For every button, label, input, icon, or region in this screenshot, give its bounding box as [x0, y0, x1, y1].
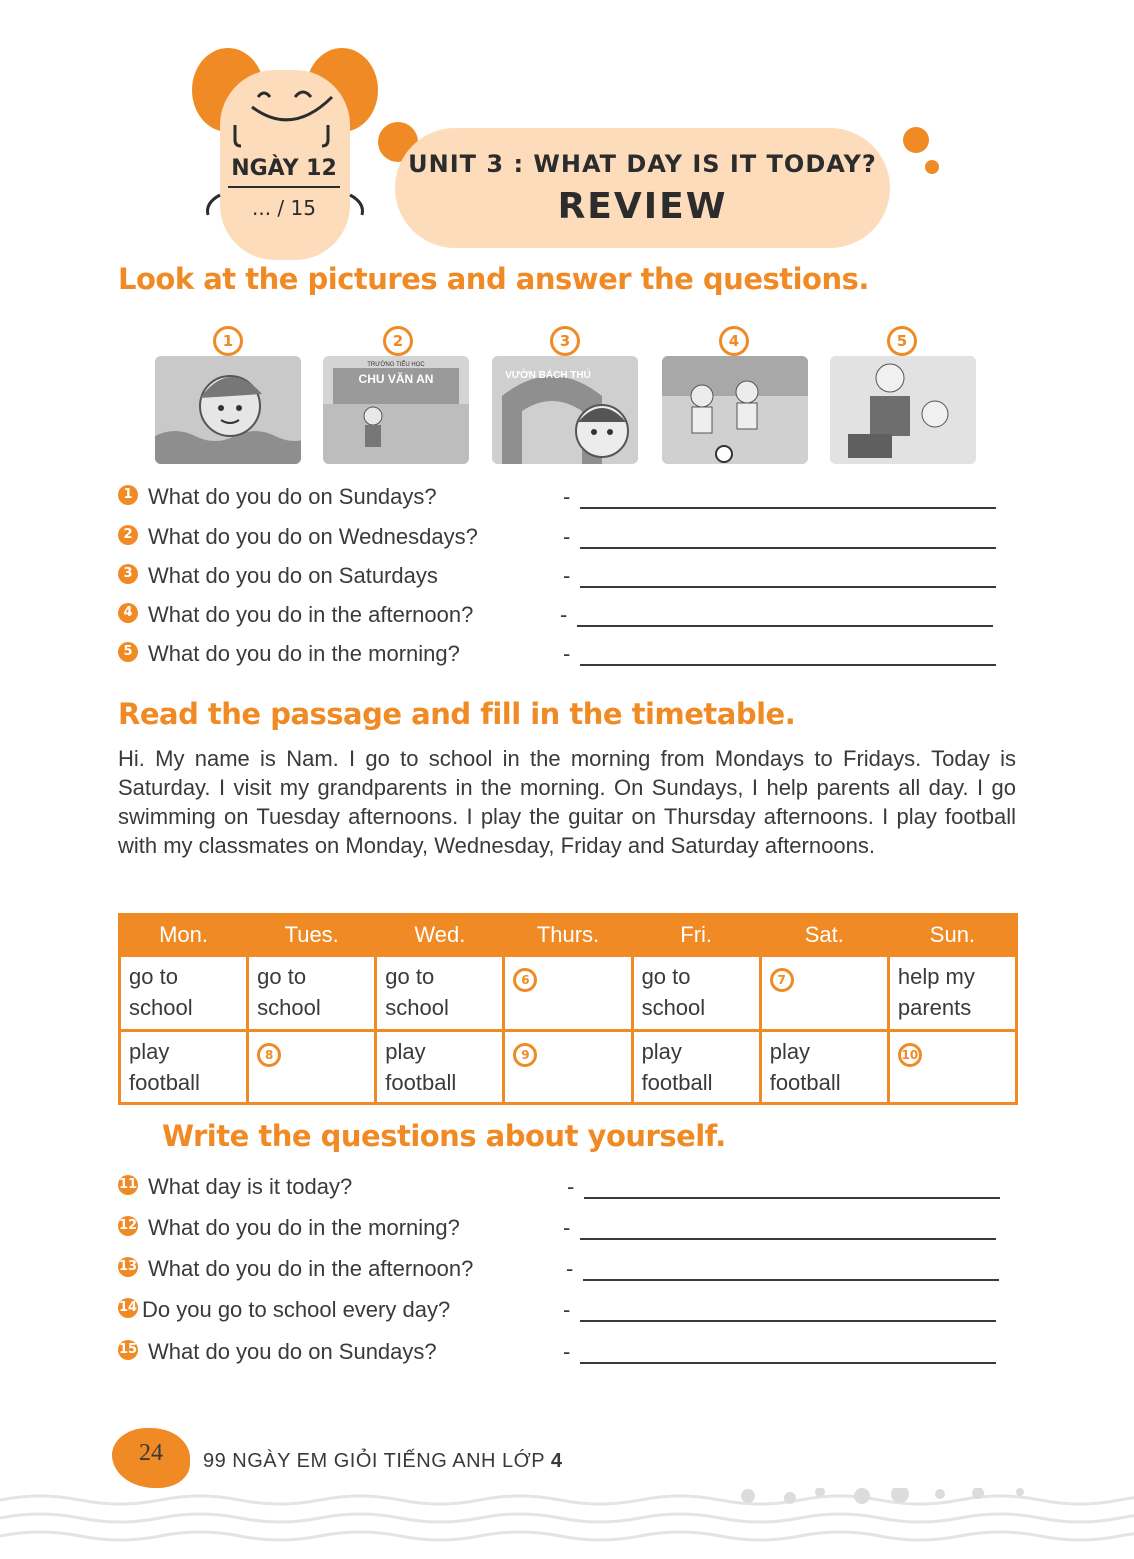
picture-number: 5	[887, 326, 917, 356]
timetable-header: Wed.	[376, 915, 504, 956]
timetable-cell	[376, 956, 504, 1031]
book-title-prefix: 99 NGÀY EM GIỎI TIẾNG ANH LỚP	[203, 1450, 545, 1472]
section1-heading: Look at the pictures and answer the questions.	[118, 262, 869, 296]
timetable-blank-cell[interactable]	[760, 956, 888, 1031]
blank-number: 6	[513, 968, 537, 992]
answer-dash: -	[563, 484, 571, 509]
timetable-header: Mon.	[120, 915, 248, 956]
cell-line: parents	[897, 995, 972, 1020]
answer-dash: -	[560, 602, 568, 627]
cell-line: play	[385, 1039, 426, 1064]
cell-line: school	[129, 995, 193, 1020]
question-text: What do you do in the morning?	[148, 641, 460, 666]
cell-line: play	[641, 1039, 682, 1064]
day-label: NGÀY 12	[231, 156, 337, 181]
question-number: 1	[118, 485, 138, 505]
question-text: What do you do on Saturdays	[148, 563, 438, 588]
cell-line: football	[641, 1070, 713, 1095]
cell-line: help my	[897, 964, 975, 989]
cell-line: go to	[129, 964, 178, 989]
school-sign-large: CHU VĂN AN	[358, 372, 434, 386]
score-label: ... / 15	[252, 196, 316, 220]
blank-number: 9	[513, 1043, 537, 1067]
timetable-cell	[632, 1031, 760, 1104]
decorative-dot-icon	[903, 127, 929, 153]
answer-line[interactable]	[577, 625, 993, 627]
question-number: 3	[118, 564, 138, 584]
picture-number: 3	[550, 326, 580, 356]
answer-line[interactable]	[580, 1362, 996, 1364]
picture-zoo	[492, 356, 638, 464]
blank-number: 10	[898, 1043, 922, 1067]
cell-line: school	[257, 995, 321, 1020]
picture-number: 1	[213, 326, 243, 356]
reading-passage: Hi. My name is Nam. I go to school in the morning from Mondays to Fridays. Today is Saturday. I visit my grandparents in the morning. On Sundays, I help parents all day. I go swimming on Tuesday afternoons. I play the guitar on Thursday afternoons. I play football with my classmates on Monday, Wednesday, Friday and Saturday afternoons.	[118, 746, 1016, 858]
question-number: 2	[118, 525, 138, 545]
picture-football	[662, 356, 808, 464]
answer-line[interactable]	[583, 1279, 999, 1281]
school-sign-small: TRƯỜNG TIỂU HỌC	[367, 362, 425, 368]
timetable-cell	[376, 1031, 504, 1104]
timetable-blank-cell[interactable]	[504, 956, 632, 1031]
answer-dash: -	[566, 1256, 574, 1281]
cell-line: school	[385, 995, 449, 1020]
answer-line[interactable]	[580, 586, 996, 588]
question-text: What do you do in the morning?	[148, 1215, 460, 1240]
answer-line[interactable]	[584, 1197, 1000, 1199]
picture-school	[323, 356, 469, 464]
answer-line[interactable]	[580, 1238, 996, 1240]
timetable-cell	[120, 1031, 248, 1104]
answer-line[interactable]	[580, 507, 996, 509]
cell-line: go to	[257, 964, 307, 989]
question-number: 4	[118, 603, 138, 623]
decorative-dot-icon	[925, 160, 939, 174]
cell-line: go to	[641, 964, 691, 989]
cell-line: play	[769, 1039, 811, 1064]
zoo-sign: VƯỜN BÁCH THÚ	[505, 370, 591, 381]
cell-line: school	[641, 995, 706, 1020]
timetable	[118, 913, 1018, 1105]
question-number: 5	[118, 642, 138, 662]
page-number: 24	[139, 1440, 163, 1466]
timetable-header: Sat.	[760, 915, 888, 956]
timetable-cell	[760, 1031, 888, 1104]
cell-line: football	[769, 1070, 841, 1095]
picture-number: 4	[719, 326, 749, 356]
question-text: What do you do in the afternoon?	[148, 1256, 474, 1281]
blank-number: 8	[257, 1043, 281, 1067]
timetable-cell	[888, 956, 1016, 1031]
question-text: What do you do on Sundays?	[148, 484, 437, 509]
timetable-header: Fri.	[632, 915, 760, 956]
cell-line: football	[385, 1070, 457, 1095]
question-text: What day is it today?	[148, 1174, 353, 1199]
answer-line[interactable]	[580, 1320, 996, 1322]
question-number: 15	[118, 1340, 138, 1360]
timetable-blank-cell[interactable]	[504, 1031, 632, 1104]
timetable-header: Thurs.	[504, 915, 632, 956]
unit-title: UNIT 3 : WHAT DAY IS IT TODAY?	[408, 150, 877, 178]
answer-dash: -	[563, 641, 571, 666]
question-text: What do you do on Sundays?	[148, 1339, 437, 1364]
section3-heading: Write the questions about yourself.	[162, 1119, 726, 1153]
timetable-blank-cell[interactable]	[888, 1031, 1016, 1104]
day-divider	[228, 186, 340, 188]
timetable-cell	[632, 956, 760, 1031]
timetable-cell	[120, 956, 248, 1031]
answer-dash: -	[563, 1297, 571, 1322]
question-number: 13	[118, 1257, 138, 1277]
answer-dash: -	[567, 1174, 575, 1199]
answer-dash: -	[563, 563, 571, 588]
cell-line: play	[129, 1039, 170, 1064]
timetable-header: Tues.	[248, 915, 376, 956]
answer-dash: -	[563, 1339, 571, 1364]
answer-line[interactable]	[580, 664, 996, 666]
section2-heading: Read the passage and fill in the timetable.	[118, 697, 796, 731]
cell-line: go to	[385, 964, 435, 989]
question-number: 11	[118, 1175, 138, 1195]
answer-dash: -	[563, 524, 571, 549]
timetable-cell	[248, 956, 376, 1031]
question-text: What do you do in the afternoon?	[148, 602, 474, 627]
question-text: Do you go to school every day?	[142, 1297, 451, 1322]
book-title	[203, 1450, 562, 1473]
question-number: 12	[118, 1216, 138, 1236]
decorative-wave-icon	[0, 1488, 1134, 1548]
elephant-mascot-icon	[190, 45, 380, 260]
timetable-header: Sun.	[888, 915, 1016, 956]
question-text: What do you do on Wednesdays?	[148, 524, 478, 549]
answer-dash: -	[563, 1215, 571, 1240]
answer-line[interactable]	[580, 547, 996, 549]
book-title-grade: 4	[550, 1450, 563, 1472]
question-number: 14	[118, 1298, 138, 1318]
timetable-blank-cell[interactable]	[248, 1031, 376, 1104]
review-title: REVIEW	[557, 186, 728, 227]
picture-swimming	[155, 356, 301, 464]
picture-number: 2	[383, 326, 413, 356]
cell-line: football	[129, 1070, 200, 1095]
picture-cooking	[830, 356, 976, 464]
blank-number: 7	[770, 968, 794, 992]
